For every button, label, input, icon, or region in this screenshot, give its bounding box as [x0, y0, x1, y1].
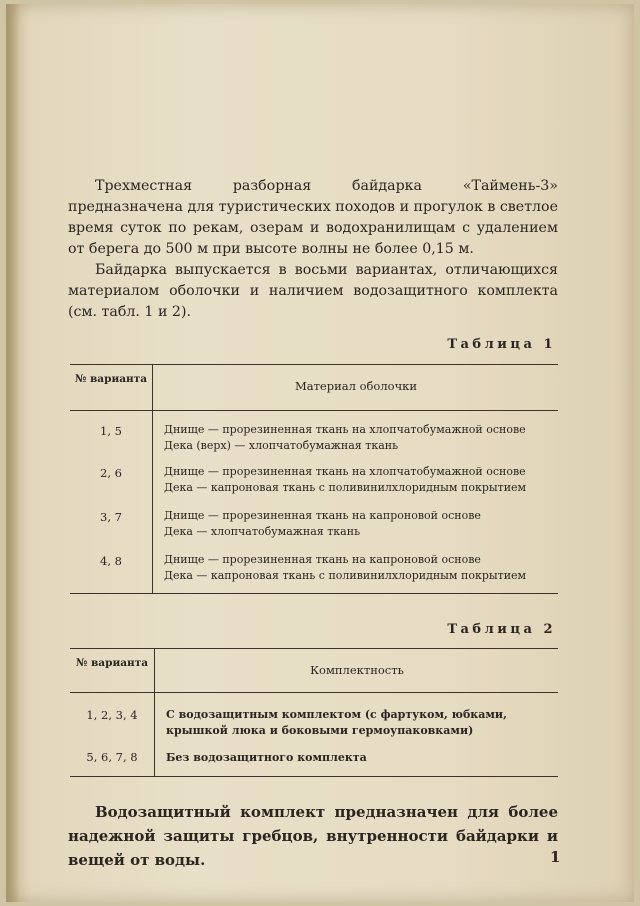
table-1-column-divider	[152, 364, 153, 593]
table-1-top-rule	[70, 364, 558, 365]
table-1	[70, 364, 558, 594]
table-2-row-2-variants: 5, 6, 7, 8	[86, 750, 138, 764]
table-1-header-material: Материал оболочки	[294, 379, 418, 393]
table-2-row-1-text: С водозащитным комплектом (с фартуком, юбками, крышкой люка и боковыми гермоупаковками)	[166, 708, 507, 737]
table-1-row-4-line-1: Днище — прорезиненная ткань на капроновой основе	[164, 553, 481, 566]
table-2-header-rule	[70, 692, 558, 693]
table-2-column-divider	[154, 648, 155, 776]
table-1-header-number: № варианта	[74, 373, 148, 385]
table-1-row-2-line-1: Днище — прорезиненная ткань на хлопчатобумажной основе	[164, 465, 526, 478]
table-2-bottom-rule	[70, 776, 558, 777]
table-2-top-rule	[70, 648, 558, 649]
table-2-row-2-text: Без водозащитного комплекта	[166, 751, 367, 764]
table-1-row-3-line-1: Днище — прорезиненная ткань на капроновой основе	[164, 509, 481, 522]
table-1-header-rule	[70, 410, 558, 411]
table-1-row-4-variants: 4, 8	[100, 554, 122, 568]
table-1-caption: Таблица 1	[447, 337, 556, 352]
table-1-row-1-line-2: Дека (верх) — хлопчатобумажная ткань	[164, 439, 399, 452]
table-1-row-3-variants: 3, 7	[100, 510, 122, 524]
intro-paragraph-1: Трехместная разборная байдарка «Таймень-3» предназначена для туристических походов и прогулок в светлое время суток по рекам, озерам и водохранилищам с удалением от берега до 500 м при высоте волны не более 0,15 м.	[68, 178, 558, 257]
table-2	[70, 648, 558, 778]
table-1-row-1-line-1: Днище — прорезиненная ткань на хлопчатобумажной основе	[164, 423, 526, 436]
table-1-bottom-rule	[70, 593, 558, 594]
page-spine-shadow	[6, 4, 20, 902]
table-2-row-1-variants: 1, 2, 3, 4	[86, 708, 138, 722]
intro-paragraph-2: Байдарка выпускается в восьми вариантах, отличающихся материалом оболочки и наличием водозащитного комплекта (см. табл. 1 и 2).	[68, 262, 558, 320]
table-1-row-3-line-2: Дека — хлопчатобумажная ткань	[164, 525, 361, 538]
table-2-header-set: Комплектность	[310, 663, 404, 677]
page-number: 1	[550, 848, 561, 866]
table-1-row-4-line-2: Дека — капроновая ткань с поливинилхлоридным покрытием	[164, 569, 527, 582]
table-2-caption: Таблица 2	[447, 622, 556, 637]
table-1-row-1-variants: 1, 5	[100, 424, 122, 438]
table-1-row-2-line-2: Дека — капроновая ткань с поливинилхлоридным покрытием	[164, 481, 527, 494]
table-1-row-2-variants: 2, 6	[100, 466, 122, 480]
outro-paragraph: Водозащитный комплект предназначен для более надежной защиты гребцов, внутренности байдарки и вещей от воды.	[68, 803, 558, 869]
table-2-header-number: № варианта	[75, 657, 149, 669]
